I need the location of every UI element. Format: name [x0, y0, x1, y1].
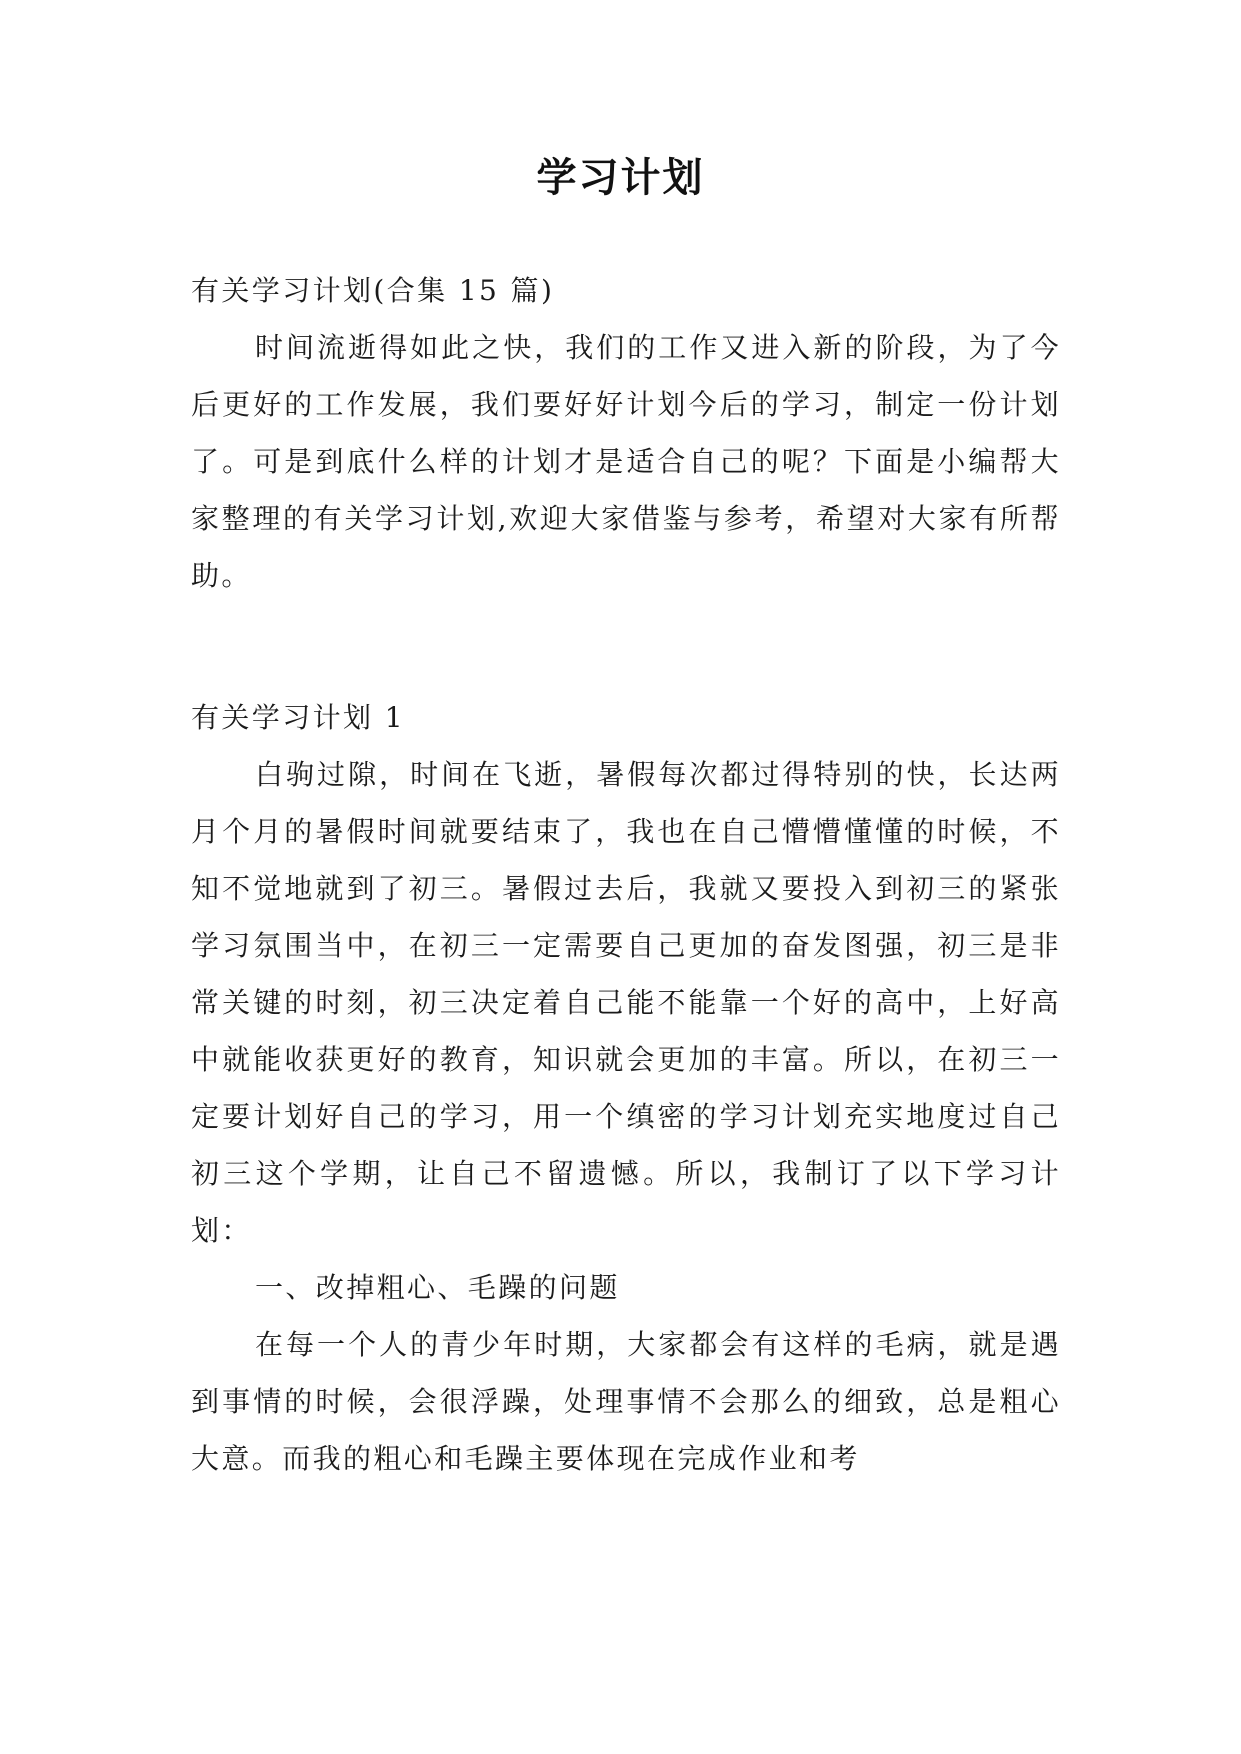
section-1 [191, 689, 1061, 1487]
intro-section [191, 262, 1061, 604]
section-1-heading: 有关学习计划 1 [191, 701, 405, 734]
section-1-paragraph-1: 白驹过隙，时间在飞逝，暑假每次都过得特别的快，长达两月个月的暑假时间就要结束了，我也在自己懵懵懂懂的时候，不知不觉地就到了初三。暑假过去后，我就又要投入到初三的紧张学习氛围当中，在初三一定需要自己更加的奋发图强，初三是非常关键的时刻，初三决定着自己能不能靠一个好的高中，上好高中就能收获更好的教育，知识就会更加的丰富。所以，在初三一定要计划好自己的学习，用一个缜密的学习计划充实地度过自己初三这个学期，让自己不留遗憾。所以，我制订了以下学习计划： [191, 758, 1061, 1247]
section-1-paragraph-2: 在每一个人的青少年时期，大家都会有这样的毛病，就是遇到事情的时候，会很浮躁，处理事情不会那么的细致，总是粗心大意。而我的粗心和毛躁主要体现在完成作业和考 [191, 1328, 1061, 1475]
document-subtitle: 有关学习计划(合集 15 篇) [191, 274, 555, 307]
document-title: 学习计划 [536, 155, 705, 201]
section-1-point-1: 一、改掉粗心、毛躁的问题 [255, 1271, 620, 1304]
intro-paragraph: 时间流逝得如此之快，我们的工作又进入新的阶段，为了今后更好的工作发展，我们要好好计划今后的学习，制定一份计划了。可是到底什么样的计划才是适合自己的呢？下面是小编帮大家整理的有关学习计划,欢迎大家借鉴与参考，希望对大家有所帮助。 [191, 331, 1061, 592]
